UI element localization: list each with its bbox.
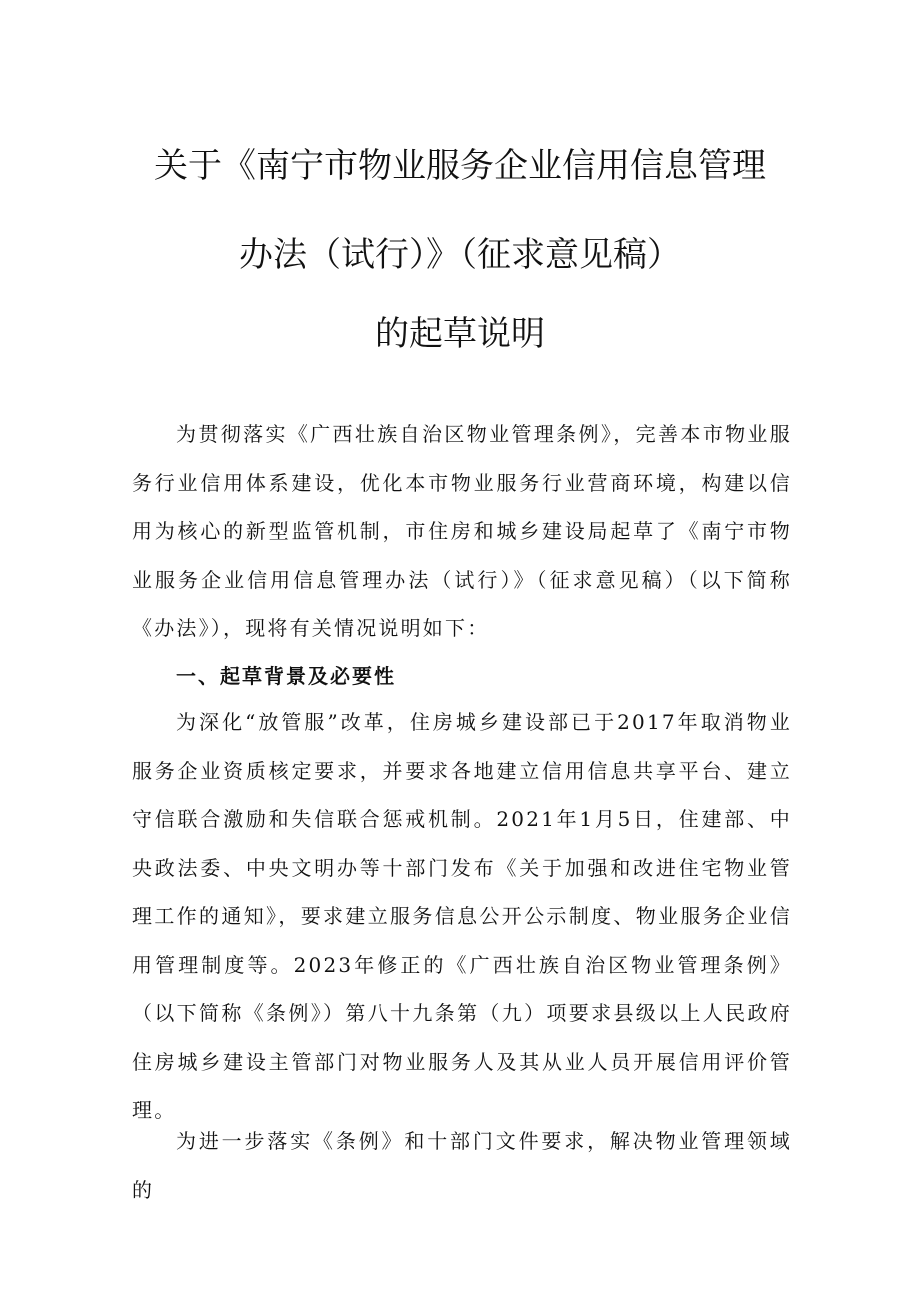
intro-paragraph: 为贯彻落实《广西壮族自治区物业管理条例》，完善本市物业服务行业信用体系建设，优化本市物业服务行业营商环境，构建以信用为核心的新型监管机制，市住房和城乡建设局起草了《南宁市物业服务企业信用信息管理办法（试行）》（征求意见稿）（以下简称《办法》），现将有关情况说明如下： <box>132 422 792 640</box>
document-title-line-1: 关于《南宁市物业服务企业信用信息管理 <box>154 146 766 186</box>
background-paragraph: 为深化“放管服”改革，住房城乡建设部已于2017年取消物业服务企业资质核定要求，并要求各地建立信用信息共享平台、建立守信联合激励和失信联合惩戒机制。2021年1月5日，住建部、中央政法委、中央文明办等十部门发布《关于加强和改进住宅物业管理工作的通知》，要求建立服务信息公开公示制度、物业服务企业信用管理制度等。2023年修正的《广西壮族自治区物业管理条例》（以下简称《条例》）第八十九条第（九）项要求县级以上人民政府住房城乡建设主管部门对物业服务人及其从业人员开展信用评价管理。 <box>132 710 792 1122</box>
document-title-line-3: 的起草说明 <box>375 314 545 354</box>
document-title-line-2: 办法（试行）》（征求意见稿） <box>239 235 681 275</box>
section-heading-background: 一、起草背景及必要性 <box>176 664 396 688</box>
continuation-paragraph: 为进一步落实《条例》和十部门文件要求，解决物业管理领域的 <box>132 1129 792 1202</box>
